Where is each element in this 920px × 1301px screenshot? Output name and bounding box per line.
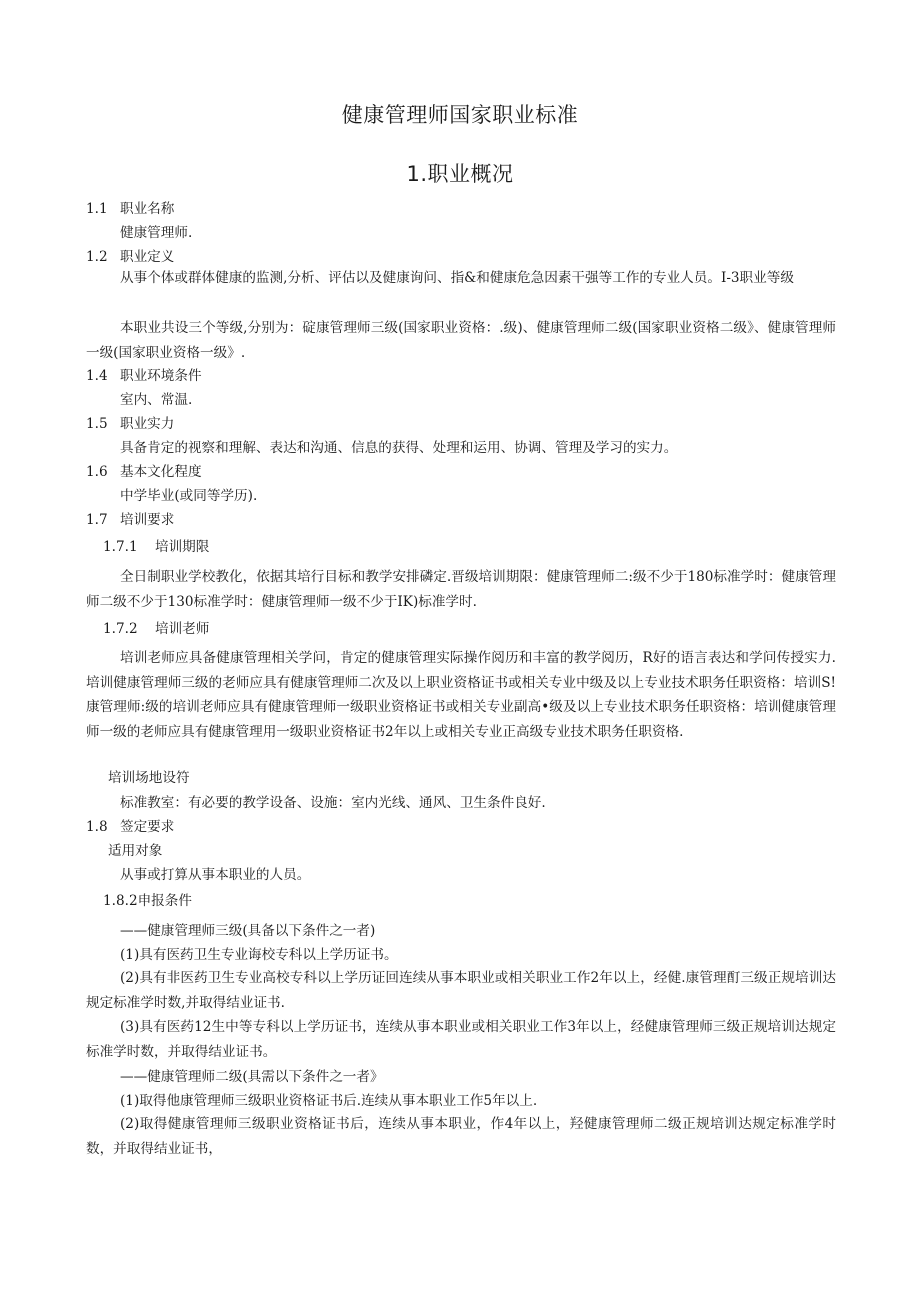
paragraph-1-7-2: 培训老师应具备健康管理相关学问，肯定的健康管理实际操作阅历和丰富的教学阅历，R好的语言表达和学问传授实力.培训健康管理师三级的老师应具有健康管理师二次及以上职业资格证书或相关专业中级及以上专业技术职务任职资格：培训S!康管理师:级的培训老师应具有健康管理师一级职业资格证书或相关专业副高•级及以上专业技术职务任职资格：培训健康管理师一级的老师应具有健康管理用一级职业资格证书2年以上或相关专业正高级专业技术职务任职资格. — [86, 650, 836, 740]
level3-item: (1)具有医药卫生专业诲校专科以上学历证书。 — [120, 947, 398, 963]
section-number: 1.5 — [86, 416, 108, 432]
paragraph-1-5: 具备肯定的视察和理解、表达和沟通、信息的获得、处理和运用、协调、管理及学习的实力。 — [120, 440, 678, 456]
level2-item: (1)取得他康管理师三级职业资格证书后.连续从事本职业工作5年以上. — [120, 1093, 538, 1109]
section-heading-1-7 — [86, 512, 174, 528]
venue-heading: 培训场地设符 — [108, 770, 190, 786]
level3-heading: ——健康管理师三级(具备以下条件之一者) — [120, 923, 376, 939]
section-label: 培训期限 — [155, 539, 210, 555]
section-label: 职业定义 — [120, 249, 175, 265]
section-label: 职业名称 — [120, 201, 175, 217]
paragraph-1-7-1: 全日制职业学校教化，依据其培行目标和教学安排磷定.晋级培训期限：健康管理师二:级不少于180标准学时：健康管理师二级不少于130标准学时：健康管理师一级不少于IK)标准学时. — [86, 569, 836, 610]
section-heading-1-5 — [86, 416, 174, 432]
chapter-title: 1.职业概况 — [406, 162, 514, 186]
section-number: 1.8 — [86, 819, 108, 835]
paragraph-1-4: 室内、常温. — [120, 392, 193, 408]
venue-paragraph: 标准教室：有必要的教学设备、设施：室内光线、通风、卫生条件良好. — [120, 795, 546, 811]
section-heading-1-8 — [86, 819, 174, 835]
level2-heading: ——健康管理师二级(具需以下条件之一者》 — [120, 1069, 384, 1085]
section-label: 培训要求 — [120, 512, 175, 528]
paragraph-1-2: 从事个体或群体健康的监测,分析、评估以及健康询问、指&和健康危急因素干强等工作的专业人员。I-3职业等级 — [120, 270, 794, 286]
paragraph-1-1: 健康管理师. — [120, 225, 193, 241]
section-number: 1.7 — [86, 512, 108, 528]
section-number: 1.1 — [86, 201, 108, 217]
level3-item: (3)具有医药12生中等专科以上学历证书，连续从事本职业或相关职业工作3年以上，经健康管理师三级正规培训达规定标准学时数，并取得结业证书。 — [86, 1019, 836, 1060]
paragraph-1-3: 本职业共设三个等级,分别为：碇康管理师三级(国家职业资格：.级)、健康管理师二级(国家职业资格二级》、健康管理师一级(国家职业资格一级》. — [86, 320, 836, 361]
document-title: 健康管理师国家职业标准 — [341, 103, 579, 127]
section-number: 1.7.1 — [103, 539, 138, 555]
section-number: 1.7.2 — [103, 621, 138, 637]
section-number: 1.4 — [86, 368, 108, 384]
section-heading-1-2 — [86, 249, 174, 265]
section-heading-1-7-1 — [103, 539, 209, 555]
section-label: 基本文化程度 — [120, 464, 202, 480]
level2-item: (2)取得健康管理师三级职业资格证书后，连续从事本职业，作4年以上，羟健康管理师二级正规培训达规定标准学时数，并取得结业证书， — [86, 1116, 836, 1157]
paragraph-1-6: 中学毕业(或同等学历). — [120, 488, 258, 504]
target-heading: 适用对象 — [108, 843, 163, 859]
section-label: 签定要求 — [120, 819, 175, 835]
target-paragraph: 从事或打算从事本职业的人员。 — [120, 867, 311, 883]
section-heading-1-8-2: 1.8.2申报条件 — [103, 893, 192, 909]
section-heading-1-1 — [86, 201, 174, 217]
section-label: 职业环境条件 — [120, 368, 202, 384]
section-number: 1.6 — [86, 464, 108, 480]
section-label: 职业实力 — [120, 416, 175, 432]
level3-item: (2)具有非医药卫生专业高校专科以上学历证回连续从事本职业或相关职业工作2年以上，经健.康管理酊三级正规培训达规定标准学时数,并取得结业证书. — [86, 970, 836, 1011]
section-heading-1-4 — [86, 368, 202, 384]
section-label: 培训老师 — [155, 621, 210, 637]
section-heading-1-7-2 — [103, 621, 209, 637]
section-heading-1-6 — [86, 464, 202, 480]
section-number: 1.2 — [86, 249, 108, 265]
